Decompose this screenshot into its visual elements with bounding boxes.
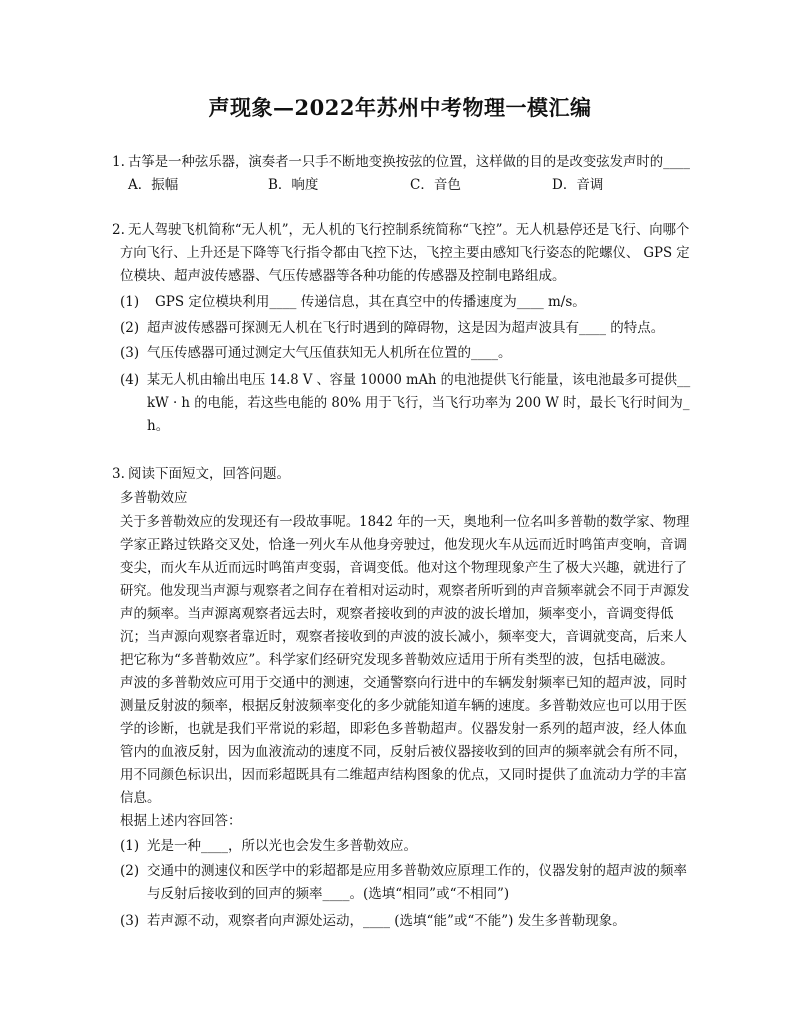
article-title: 多普勒效应 <box>120 490 188 506</box>
q1-stem: 古筝是一种弦乐器，演奏者一只手不断地变换按弦的位置，这样做的目的是改变弦发声时的____ <box>128 154 690 170</box>
q2-sub2-text: 超声波传感器可探测无人机在飞行时遇到的障碍物，这是因为超声波具有____ 的特点。 <box>147 320 665 336</box>
q3-sub-number: (3) <box>120 913 140 929</box>
q2-sub4-text: h。 <box>147 418 170 434</box>
q3-sub1-text: 光是一种____，所以光也会发生多普勒效应。 <box>147 838 417 854</box>
q1-number: 1. <box>112 154 125 170</box>
q2-sub-number: (4) <box>120 372 140 388</box>
article-line: 把它称为“多普勒效应”。科学家们经研究发现多普勒效应适用于所有类型的波，包括电磁波。 <box>120 652 674 668</box>
article-line: 变尖，而火车从近而远时鸣笛声变弱，音调变低。他对这个物理现象产生了极大兴趣，就进行了 <box>120 560 687 576</box>
q3-sub3-text: 若声源不动，观察者向声源处运动，____ (选填“能”或“不能”) 发生多普勒现象。 <box>147 913 626 929</box>
page-title: 声现象—2022年苏州中考物理一模汇编 <box>208 95 592 120</box>
q3-sub-number: (2) <box>120 863 140 879</box>
q2-sub4-text: kW · h 的电能，若这些电能的 80% 用于飞行，当飞行功率为 200 W 时，最长飞行时间为_ <box>147 395 690 411</box>
q3-stem: 阅读下面短文，回答问题。 <box>128 466 290 482</box>
q2-sub1-text: GPS 定位模块利用____ 传递信息，其在真空中的传播速度为____ m/s。 <box>155 294 586 310</box>
answer-prompt: 根据上述内容回答： <box>120 813 242 829</box>
q3-sub2-text: 交通中的测速仪和医学中的彩超都是应用多普勒效应原理工作的，仪器发射的超声波的频率 <box>147 863 687 879</box>
q2-sub4-text: 某无人机由输出电压 14.8 V 、容量 10000 mAh 的电池提供飞行能量，该电池最多可提供__ <box>147 372 691 388</box>
article-line: 信息。 <box>120 790 161 806</box>
q2-sub-number: (3) <box>120 345 140 361</box>
q3-sub-number: (1) <box>120 838 140 854</box>
q2-line: 位模块、超声波传感器、气压传感器等各种功能的传感器及控制电路组成。 <box>120 268 566 284</box>
q3-sub2-text: 与反射后接收到的回声的频率____。(选填“相同”或“不相同”) <box>147 886 510 902</box>
q1-option-d: D．音调 <box>552 177 604 193</box>
q3-number: 3. <box>112 466 125 482</box>
q2-line: 无人驾驶飞机简称“无人机”，无人机的飞行控制系统简称“飞控”。无人机悬停还是飞行、向哪个 <box>128 222 690 238</box>
q2-sub-number: (2) <box>120 320 140 336</box>
article-line: 声的频率。当声源离观察者远去时，观察者接收到的声波的波长增加，频率变小，音调变得低 <box>120 606 674 622</box>
q2-sub-number: (1) <box>120 294 140 310</box>
article-line: 学的诊断，也就是我们平常说的彩超，即彩色多普勒超声。仪器发射一系列的超声波，经人体血 <box>120 721 687 737</box>
q2-number: 2. <box>112 222 125 238</box>
q1-option-a: A．振幅 <box>128 177 179 193</box>
q1-option-c: C．音色 <box>410 177 461 193</box>
article-line: 用不同颜色标识出，因而彩超既具有二维超声结构图象的优点，又同时提供了血流动力学的丰富 <box>120 767 687 783</box>
article-line: 声波的多普勒效应可用于交通中的测速，交通警察向行进中的车辆发射频率已知的超声波，同时 <box>120 675 687 691</box>
q2-line: 方向飞行、上升还是下降等飞行指令都由飞控下达，飞控主要由感知飞行姿态的陀螺仪、 GPS 定 <box>120 245 690 261</box>
article-line: 沉；当声源向观察者靠近时，观察者接收到的声波的波长减小，频率变大，音调就变高，后来人 <box>120 629 687 645</box>
article-line: 管内的血液反射，因为血液流动的速度不同，反射后被仪器接收到的回声的频率就会有所不同， <box>120 744 687 760</box>
article-line: 关于多普勒效应的发现还有一段故事呢。1842 年的一天，奥地利一位名叫多普勒的数学家、物理 <box>120 514 690 530</box>
q2-sub3-text: 气压传感器可通过测定大气压值获知无人机所在位置的____。 <box>147 345 512 361</box>
q1-option-b: B．响度 <box>268 177 319 193</box>
article-line: 研究。他发现当声源与观察者之间存在着相对运动时，观察者所听到的声音频率就会不同于声源发 <box>120 583 690 599</box>
article-line: 学家正路过铁路交叉处，恰逢一列火车从他身旁驶过，他发现火车从远而近时鸣笛声变响，音调 <box>120 537 687 553</box>
article-line: 测量反射波的频率，根据反射波频率变化的多少就能知道车辆的速度。多普勒效应也可以用于医 <box>120 698 687 714</box>
